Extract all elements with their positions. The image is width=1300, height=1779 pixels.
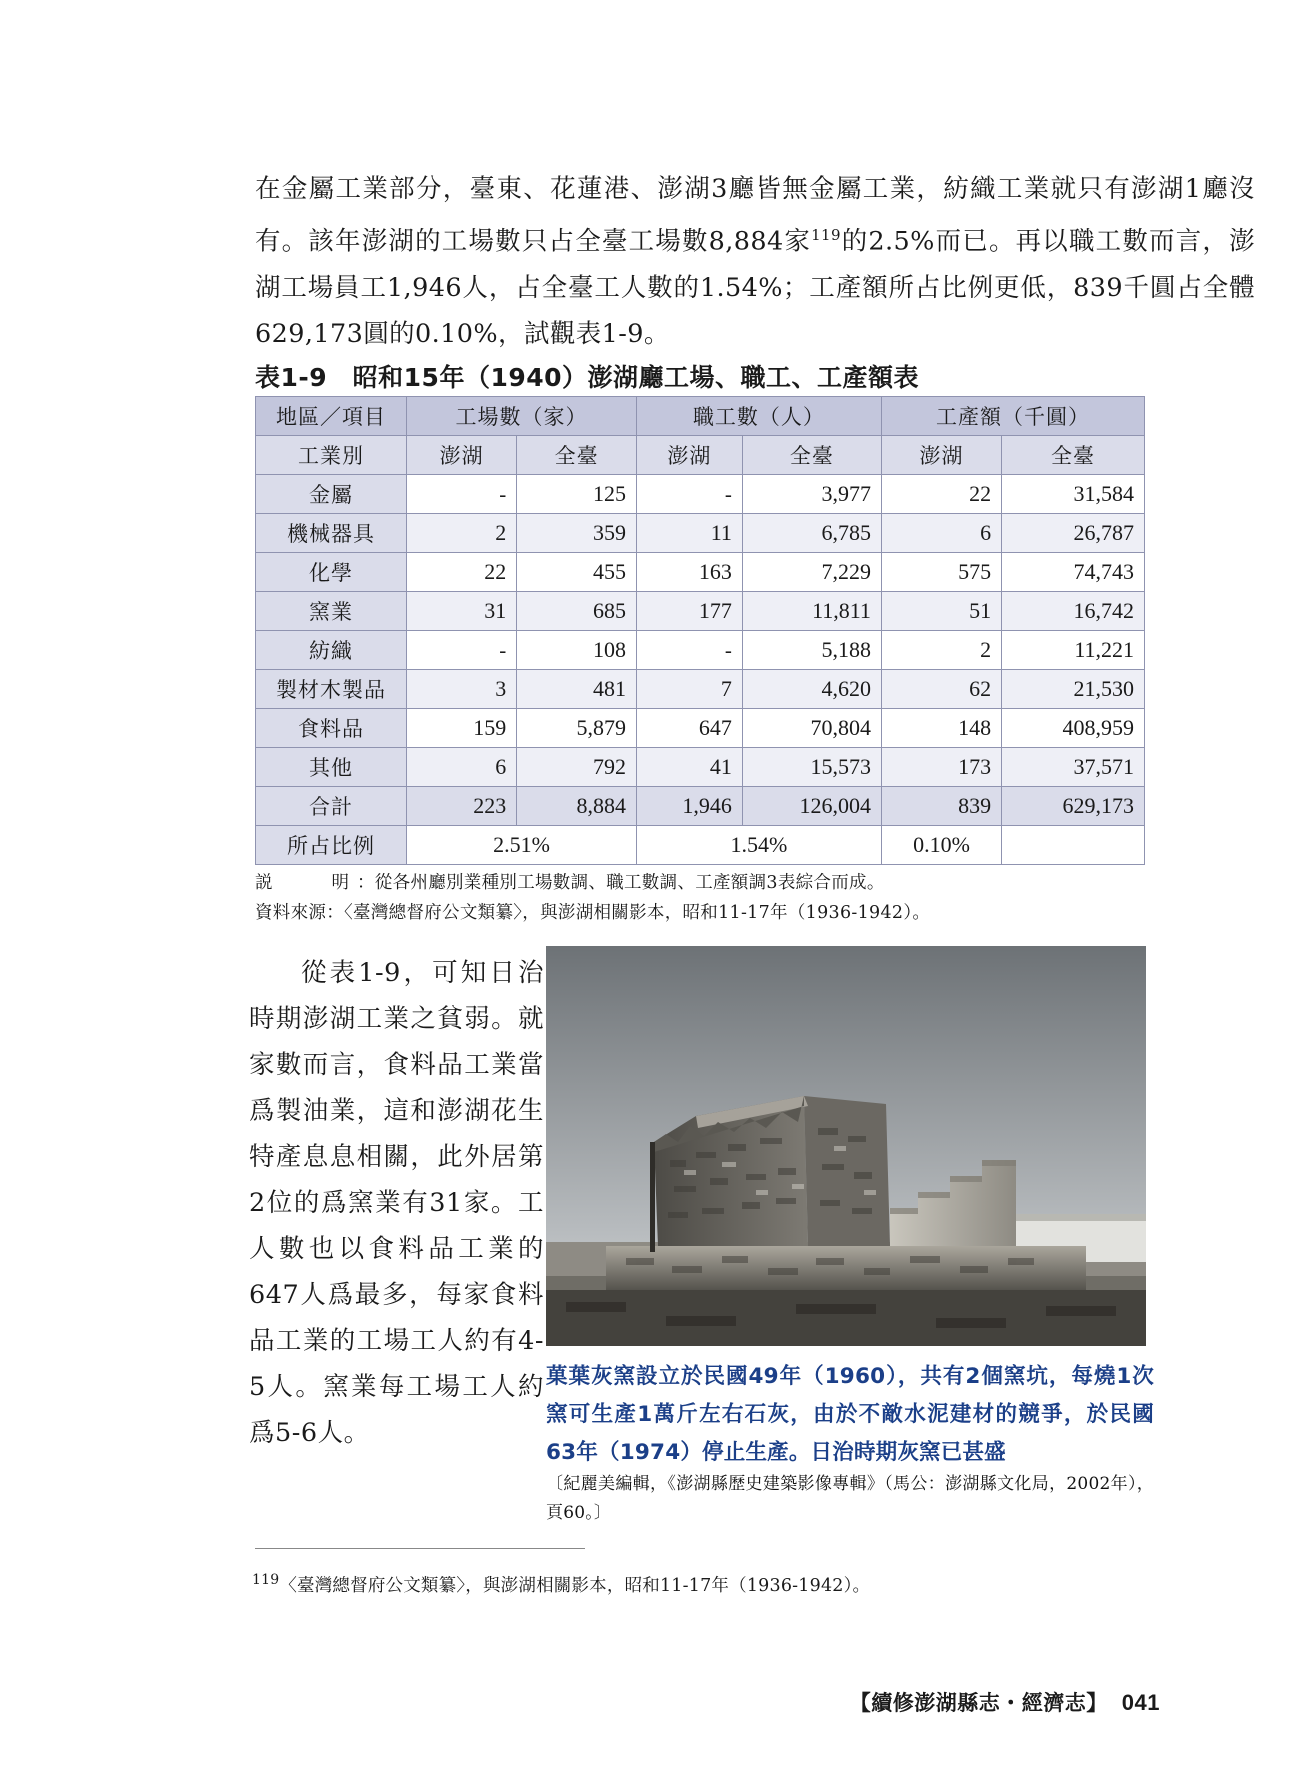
- table-cell: 125: [517, 475, 637, 514]
- left-body-paragraph: 從表1-9，可知日治時期澎湖工業之貧弱。就家數而言，食料品工業當爲製油業，這和澎湖花生特產息息相關，此外居第2位的爲窯業有31家。工人數也以食料品工業的647人爲最多，每家食料品工業的工場工人約有4-5人。窯業每工場工人約爲5-6人。: [249, 958, 544, 1448]
- table-cell: 8,884: [517, 787, 637, 826]
- table-body: [256, 475, 1145, 826]
- table-cell: 11,811: [742, 592, 881, 631]
- row-label: 合計: [256, 787, 407, 826]
- table-cell: 481: [517, 670, 637, 709]
- table-row: [256, 592, 1145, 631]
- table-cell: 6,785: [742, 514, 881, 553]
- table-row: [256, 670, 1145, 709]
- table-row: [256, 553, 1145, 592]
- table-cell: 6: [407, 748, 517, 787]
- table-cell: -: [636, 631, 742, 670]
- row-label: 窯業: [256, 592, 407, 631]
- footnote-divider: [255, 1548, 585, 1549]
- photo-graphic: [546, 946, 1146, 1346]
- table-cell: 159: [407, 709, 517, 748]
- table-row: [256, 787, 1145, 826]
- row-label: 製材木製品: [256, 670, 407, 709]
- table-cell: 148: [881, 709, 1001, 748]
- percent-value: 0.10%: [881, 826, 1001, 865]
- table-cell: 11: [636, 514, 742, 553]
- table-cell: 3,977: [742, 475, 881, 514]
- table-row: [256, 514, 1145, 553]
- table-cell: 839: [881, 787, 1001, 826]
- subheader-cell: 全臺: [742, 436, 881, 475]
- statistics-table-wrapper: [255, 396, 1145, 865]
- table-row: [256, 748, 1145, 787]
- table-cell: 629,173: [1002, 787, 1145, 826]
- subheader-cell: 澎湖: [636, 436, 742, 475]
- table-cell: 177: [636, 592, 742, 631]
- table-note-line-1: [255, 868, 1155, 898]
- table-cell: 792: [517, 748, 637, 787]
- table-cell: 575: [881, 553, 1001, 592]
- footnote: [252, 1566, 1152, 1600]
- table-cell: 26,787: [1002, 514, 1145, 553]
- statistics-table: [255, 396, 1145, 865]
- table-cell: 7: [636, 670, 742, 709]
- table-cell: 108: [517, 631, 637, 670]
- table-cell: 62: [881, 670, 1001, 709]
- figure-caption: 菓葉灰窯設立於民國49年（1960），共有2個窯坑，每燒1次窯可生產1萬斤左右石灰，由於不敵水泥建材的競爭，於民國63年（1974）停止生產。日治時期灰窯已甚盛: [546, 1364, 1154, 1465]
- percent-row-label: 所占比例: [256, 826, 407, 865]
- table-cell: 15,573: [742, 748, 881, 787]
- row-label: 化學: [256, 553, 407, 592]
- footnote-text: 〈臺灣總督府公文類纂〉，與澎湖相關影本，昭和11-17年（1936-1942）。: [279, 1575, 871, 1596]
- page-number: 041: [1121, 1690, 1160, 1715]
- footer-title: 【續修澎湖縣志・經濟志】: [849, 1691, 1108, 1715]
- figure-source: 〔紀麗美編輯，《澎湖縣歷史建築影像專輯》（馬公：澎湖縣文化局，2002年），頁60。〕: [546, 1474, 1154, 1523]
- kiln-photograph: [546, 946, 1146, 1346]
- table-cell: 41: [636, 748, 742, 787]
- subheader-cell: 澎湖: [881, 436, 1001, 475]
- table-cell: 7,229: [742, 553, 881, 592]
- table-notes: [255, 868, 1155, 928]
- subheader-cell: 全臺: [1002, 436, 1145, 475]
- row-label: 紡織: [256, 631, 407, 670]
- table-cell: 70,804: [742, 709, 881, 748]
- group-header-cell: 職工數（人）: [636, 397, 881, 436]
- row-label: 其他: [256, 748, 407, 787]
- table-cell: 22: [407, 553, 517, 592]
- table-cell: -: [636, 475, 742, 514]
- table-cell: 16,742: [1002, 592, 1145, 631]
- note-text: ：〈臺灣總督府公文類纂〉，與澎湖相關影本，昭和11-17年（1936-1942）。: [326, 903, 931, 923]
- table-cell: 685: [517, 592, 637, 631]
- table-cell: 37,571: [1002, 748, 1145, 787]
- footnote-marker: 119: [252, 1572, 280, 1588]
- table-row: [256, 475, 1145, 514]
- table-row: [256, 631, 1145, 670]
- table-cell: 163: [636, 553, 742, 592]
- group-header-cell: 工場數（家）: [407, 397, 637, 436]
- intro-paragraph: 在金屬工業部分，臺東、花蓮港、澎湖3廳皆無金屬工業，紡織工業就只有澎湖1廳沒有。該年澎湖的工場數只占全臺工場數8,884家$^{119}$的2.5%而已。再以職工數而言，澎湖工場員工1,946人，占全臺工人數的1.54%；工產額所占比例更低，839千圓占全體629,173圓的0.10%，試觀表1-9。: [255, 174, 1255, 349]
- table-cell: 223: [407, 787, 517, 826]
- note-label: 資料來源: [255, 903, 327, 923]
- table-cell: 3: [407, 670, 517, 709]
- table-cell: 31: [407, 592, 517, 631]
- group-header-cell: 地區／項目: [256, 397, 407, 436]
- note-label: 説 明: [255, 873, 357, 893]
- table-cell: 5,879: [517, 709, 637, 748]
- table-caption: 表1-9 昭和15年（1940）澎湖廳工場、職工、工產額表: [255, 363, 920, 392]
- group-header-cell: 工產額（千圓）: [881, 397, 1144, 436]
- table-cell: -: [407, 475, 517, 514]
- table-cell: 11,221: [1002, 631, 1145, 670]
- percent-empty-cell: [1002, 826, 1145, 865]
- page-footer: [850, 1687, 1160, 1717]
- table-cell: 2: [881, 631, 1001, 670]
- table-cell: 4,620: [742, 670, 881, 709]
- note-text: ：從各州廳別業種別工場數調、職工數調、工產額調3表綜合而成。: [357, 873, 885, 893]
- table-cell: 51: [881, 592, 1001, 631]
- table-cell: 5,188: [742, 631, 881, 670]
- row-label: 金屬: [256, 475, 407, 514]
- table-cell: 22: [881, 475, 1001, 514]
- table-cell: 21,530: [1002, 670, 1145, 709]
- subheader-cell: 澎湖: [407, 436, 517, 475]
- table-cell: 1,946: [636, 787, 742, 826]
- table-cell: -: [407, 631, 517, 670]
- table-cell: 647: [636, 709, 742, 748]
- table-cell: 6: [881, 514, 1001, 553]
- percent-row: [256, 826, 1145, 865]
- table-cell: 31,584: [1002, 475, 1145, 514]
- subheader-cell: 工業別: [256, 436, 407, 475]
- table-cell: 408,959: [1002, 709, 1145, 748]
- percent-value: 2.51%: [407, 826, 637, 865]
- table-row: [256, 709, 1145, 748]
- table-cell: 173: [881, 748, 1001, 787]
- table-group-header-row: [256, 397, 1145, 436]
- row-label: 機械器具: [256, 514, 407, 553]
- left-body-text: [249, 950, 544, 1456]
- table-subheader-row: [256, 436, 1145, 475]
- table-cell: 455: [517, 553, 637, 592]
- table-cell: 359: [517, 514, 637, 553]
- percent-value: 1.54%: [636, 826, 881, 865]
- table-cell: 2: [407, 514, 517, 553]
- table-note-line-2: [255, 898, 1155, 928]
- row-label: 食料品: [256, 709, 407, 748]
- subheader-cell: 全臺: [517, 436, 637, 475]
- table-cell: 126,004: [742, 787, 881, 826]
- table-cell: 74,743: [1002, 553, 1145, 592]
